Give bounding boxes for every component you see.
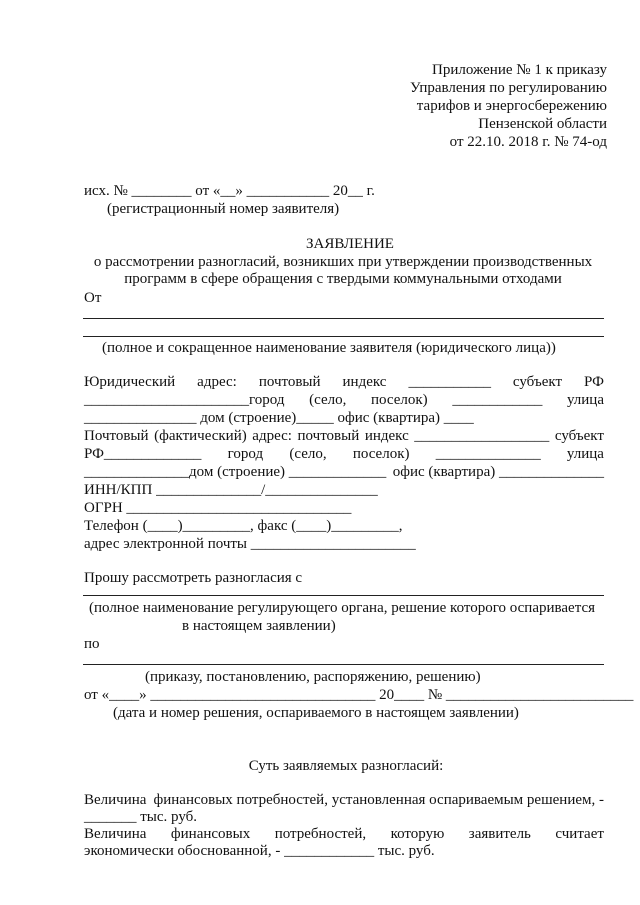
postal-address-word: город [227,446,264,462]
legal-address-blank: ____________ [452,392,543,408]
essence-word: финансовых [170,826,251,842]
postal-address-word: Почтовый [84,428,149,444]
applicant-finance-row-1 [84,826,604,843]
phone-fax-line: Телефон (____)_________, факс (____)_________, [84,518,403,534]
legal-address-word: поселок) [371,392,428,408]
regulator-name-caption-1: (полное наименование регулирующего органа, решение которого оспаривается [89,600,596,616]
applicant-finance-row-2: экономически обоснованной, - ____________ тыс. руб. [84,843,435,859]
legal-address-word: субъект [512,374,563,390]
request-line: Прошу рассмотреть разногласия с [84,570,303,586]
postal-address-row-1 [84,428,604,445]
essence-word: считает [555,826,604,842]
postal-address-word: РФ_____________ [84,446,202,462]
essence-word: потребностей, [274,826,367,842]
postal-address-word: (фактический) [154,428,247,444]
postal-address-word: поселок) [352,446,410,462]
po-label: по [84,636,100,652]
legal-address-row-1 [84,374,604,391]
postal-address-blank: __________________ [414,428,550,444]
document-subtitle-line-1: о рассмотрении разногласий, возникших при утверждении производственных [93,254,593,270]
essence-word: Величина [84,826,147,842]
regulator-name-rule [83,595,604,596]
postal-address-word: субъект [554,428,604,444]
legal-address-row-2 [84,392,604,409]
legal-address-word: адрес: [197,374,237,390]
order-authority-line-2: тарифов и энергосбережению [416,98,607,114]
decision-date-line: от «____» ______________________________ 20____ № _________________________ [84,687,634,703]
regulator-name-caption-2: в настоящем заявлении) [182,618,336,634]
applicant-name-rule-2 [83,336,604,337]
postal-address-row-2 [84,446,604,463]
legal-address-word: почтовый [258,374,321,390]
postal-address-office: офис (квартира) ______________ [392,464,604,480]
decision-type-rule [83,664,604,665]
postal-address-row-3 [84,464,604,481]
required-finance-row-2: _______ тыс. руб. [84,809,198,825]
essence-word: Величина [84,792,147,808]
legal-address-row-3: _______________ дом (строение)_____ офис (квартира) ____ [84,410,474,426]
applicant-name-caption: (полное и сокращенное наименование заявителя (юридического лица)) [102,340,556,356]
postal-address-word: адрес: [252,428,292,444]
postal-address-word: индекс [364,428,409,444]
decision-date-caption: (дата и номер решения, оспариваемого в настоящем заявлении) [113,705,519,721]
order-date-line: от 22.10. 2018 г. № 74-од [449,134,607,150]
decision-type-caption: (приказу, постановлению, распоряжению, решению) [145,669,481,685]
email-line: адрес электронной почты ______________________ [84,536,416,552]
inn-kpp-line: ИНН/КПП ______________/_______________ [84,482,378,498]
legal-address-word: Юридический [84,374,176,390]
ogrn-line: ОГРН ______________________________ [84,500,352,516]
outgoing-number-caption: (регистрационный номер заявителя) [107,201,340,217]
from-label: От [84,290,102,306]
required-finance-row-1 [84,792,604,809]
essence-word: финансовых потребностей, установленная оспариваемым решением, - [153,792,604,808]
postal-address-blank: ______________ [435,446,541,462]
essence-word: которую [390,826,445,842]
essence-word: заявитель [468,826,531,842]
order-appendix-line: Приложение № 1 к приказу [432,62,607,78]
legal-address-word: РФ [584,374,604,390]
postal-address-word: (село, [289,446,327,462]
essence-heading: Суть заявляемых разногласий: [248,758,444,774]
document-subtitle-line-2: программ в сфере обращения с твердыми коммунальными отходами [124,271,562,287]
order-authority-line: Управления по регулированию [410,80,607,96]
legal-address-word: индекс [342,374,387,390]
legal-address-word: ______________________город [84,392,285,408]
legal-address-blank: ___________ [408,374,491,390]
order-region-line: Пензенской области [478,116,607,132]
document-title: ЗАЯВЛЕНИЕ [306,236,394,252]
applicant-name-rule-1 [83,318,604,319]
legal-address-word: (село, [309,392,347,408]
postal-address-house: ______________дом (строение) _____________ [84,464,387,480]
outgoing-number-line: исх. № ________ от «__» ___________ 20__ г. [84,183,375,199]
legal-address-word: улица [566,392,604,408]
postal-address-word: почтовый [297,428,360,444]
postal-address-word: улица [566,446,604,462]
